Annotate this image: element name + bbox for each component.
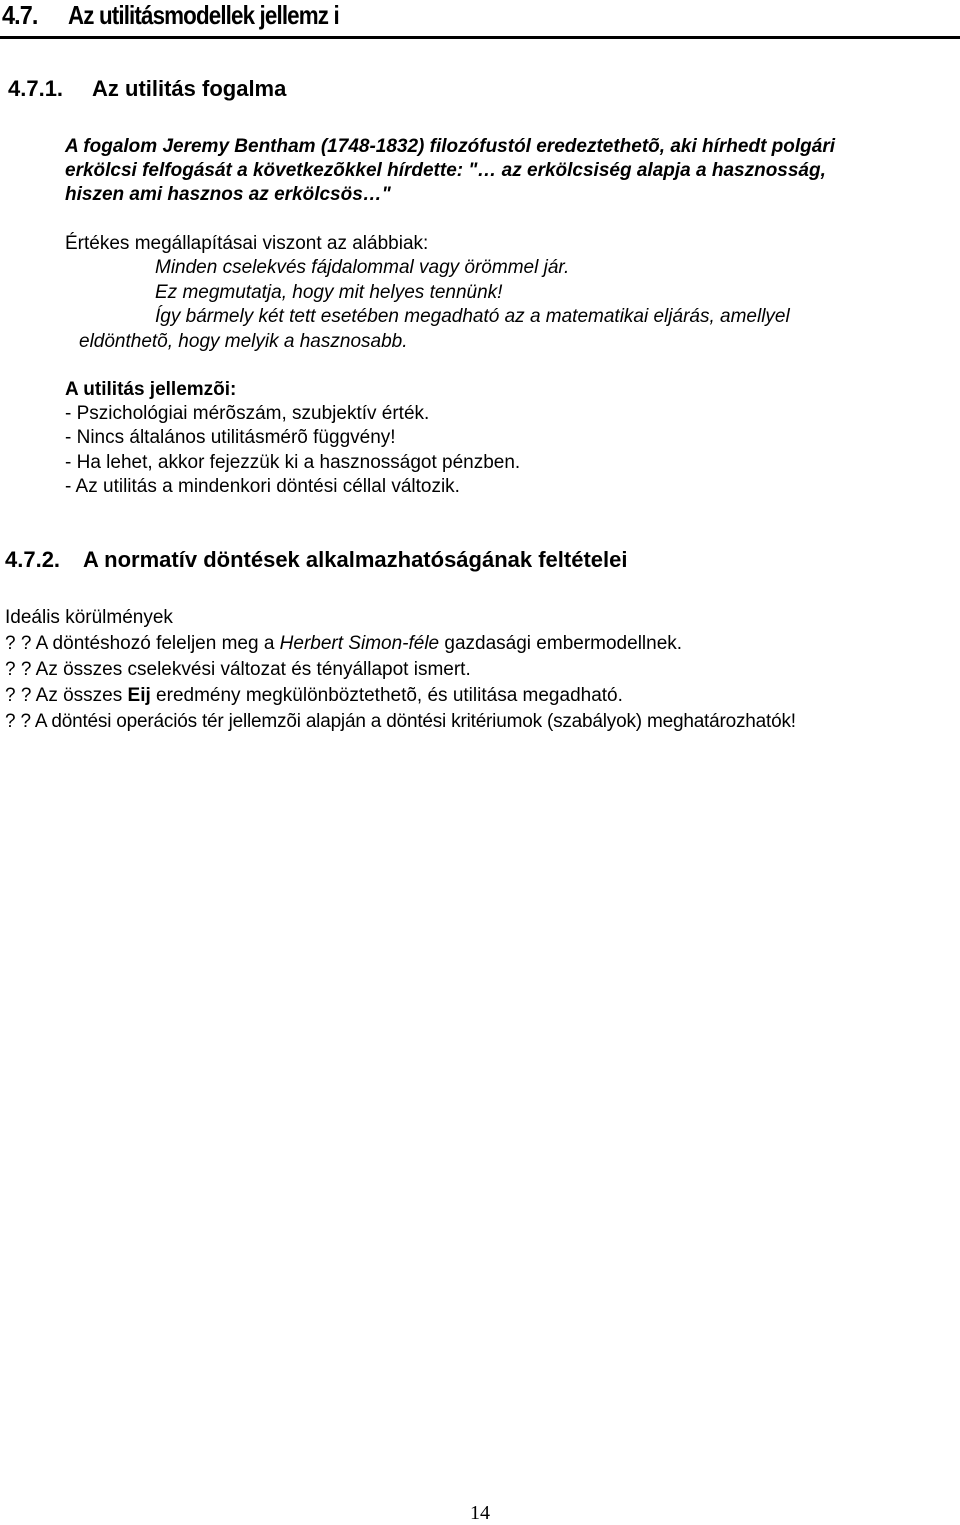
intro-line-3: hiszen ami hasznos az erkölcsös…" bbox=[65, 184, 391, 205]
ideal-heading: Ideális körülmények bbox=[5, 607, 173, 628]
bullet-marker: ? ? bbox=[5, 685, 32, 706]
characteristic-item: - Az utilitás a mindenkori döntési céllal változik. bbox=[65, 476, 460, 497]
intro-line-1: A fogalom Jeremy Bentham (1748-1832) filozófustól eredeztethetõ, aki hírhedt polgári bbox=[65, 136, 836, 157]
bullet-marker: ? ? bbox=[5, 711, 31, 732]
item-text-italic: Herbert Simon-féle bbox=[279, 633, 440, 654]
characteristic-item: - Pszichológiai mérõszám, szubjektív érték. bbox=[65, 403, 430, 424]
chapter-title: Az utilitásmodellek jellemz i bbox=[68, 0, 339, 30]
page-number: 14 bbox=[470, 1502, 490, 1524]
header-rule bbox=[0, 36, 960, 39]
finding-item: Így bármely két tett esetében megadható az a matematikai eljárás, amellyel bbox=[155, 306, 790, 327]
characteristics-heading: A utilitás jellemzõi: bbox=[65, 379, 237, 400]
characteristic-item: - Ha lehet, akkor fejezzük ki a hasznosságot pénzben. bbox=[65, 452, 521, 473]
characteristic-item: - Nincs általános utilitásmérõ függvény! bbox=[65, 427, 396, 448]
item-text: A döntéshozó feleljen meg a bbox=[35, 633, 275, 654]
section1-title: Az utilitás fogalma bbox=[92, 76, 287, 101]
finding-item: eldönthetõ, hogy melyik a hasznosabb. bbox=[79, 331, 408, 352]
list-item bbox=[5, 710, 796, 734]
item-text: gazdasági embermodellnek. bbox=[444, 633, 683, 654]
findings-intro: Értékes megállapításai viszont az alábbiak: bbox=[65, 233, 429, 254]
section1-number: 4.7.1. bbox=[8, 76, 64, 101]
section2-title: A normatív döntések alkalmazhatóságának feltételei bbox=[83, 547, 628, 572]
list-item bbox=[5, 632, 682, 656]
finding-item: Minden cselekvés fájdalommal vagy örömmel jár. bbox=[155, 257, 570, 278]
finding-item: Ez megmutatja, hogy mit helyes tennünk! bbox=[155, 282, 503, 303]
item-text: Az összes bbox=[35, 685, 123, 706]
chapter-number: 4.7. bbox=[2, 0, 38, 30]
chapter-header bbox=[0, 0, 960, 42]
bullet-marker: ? ? bbox=[5, 659, 32, 680]
section2-number: 4.7.2. bbox=[5, 547, 61, 572]
list-item bbox=[5, 684, 623, 708]
intro-line-2: erkölcsi felfogását a következõkkel hírdette: "… az erkölcsiség alapja a hasznosság, bbox=[65, 160, 826, 181]
bullet-marker: ? ? bbox=[5, 633, 32, 654]
item-text: Az összes cselekvési változat és tényállapot ismert. bbox=[35, 659, 471, 680]
item-text: A döntési operációs tér jellemzõi alapján a döntési kritériumok (szabályok) meghatározhatók! bbox=[34, 711, 796, 732]
item-text-bold: Eij bbox=[127, 685, 151, 706]
item-text: eredmény megkülönböztethetõ, és utilitása megadható. bbox=[156, 685, 623, 706]
list-item bbox=[5, 658, 471, 682]
